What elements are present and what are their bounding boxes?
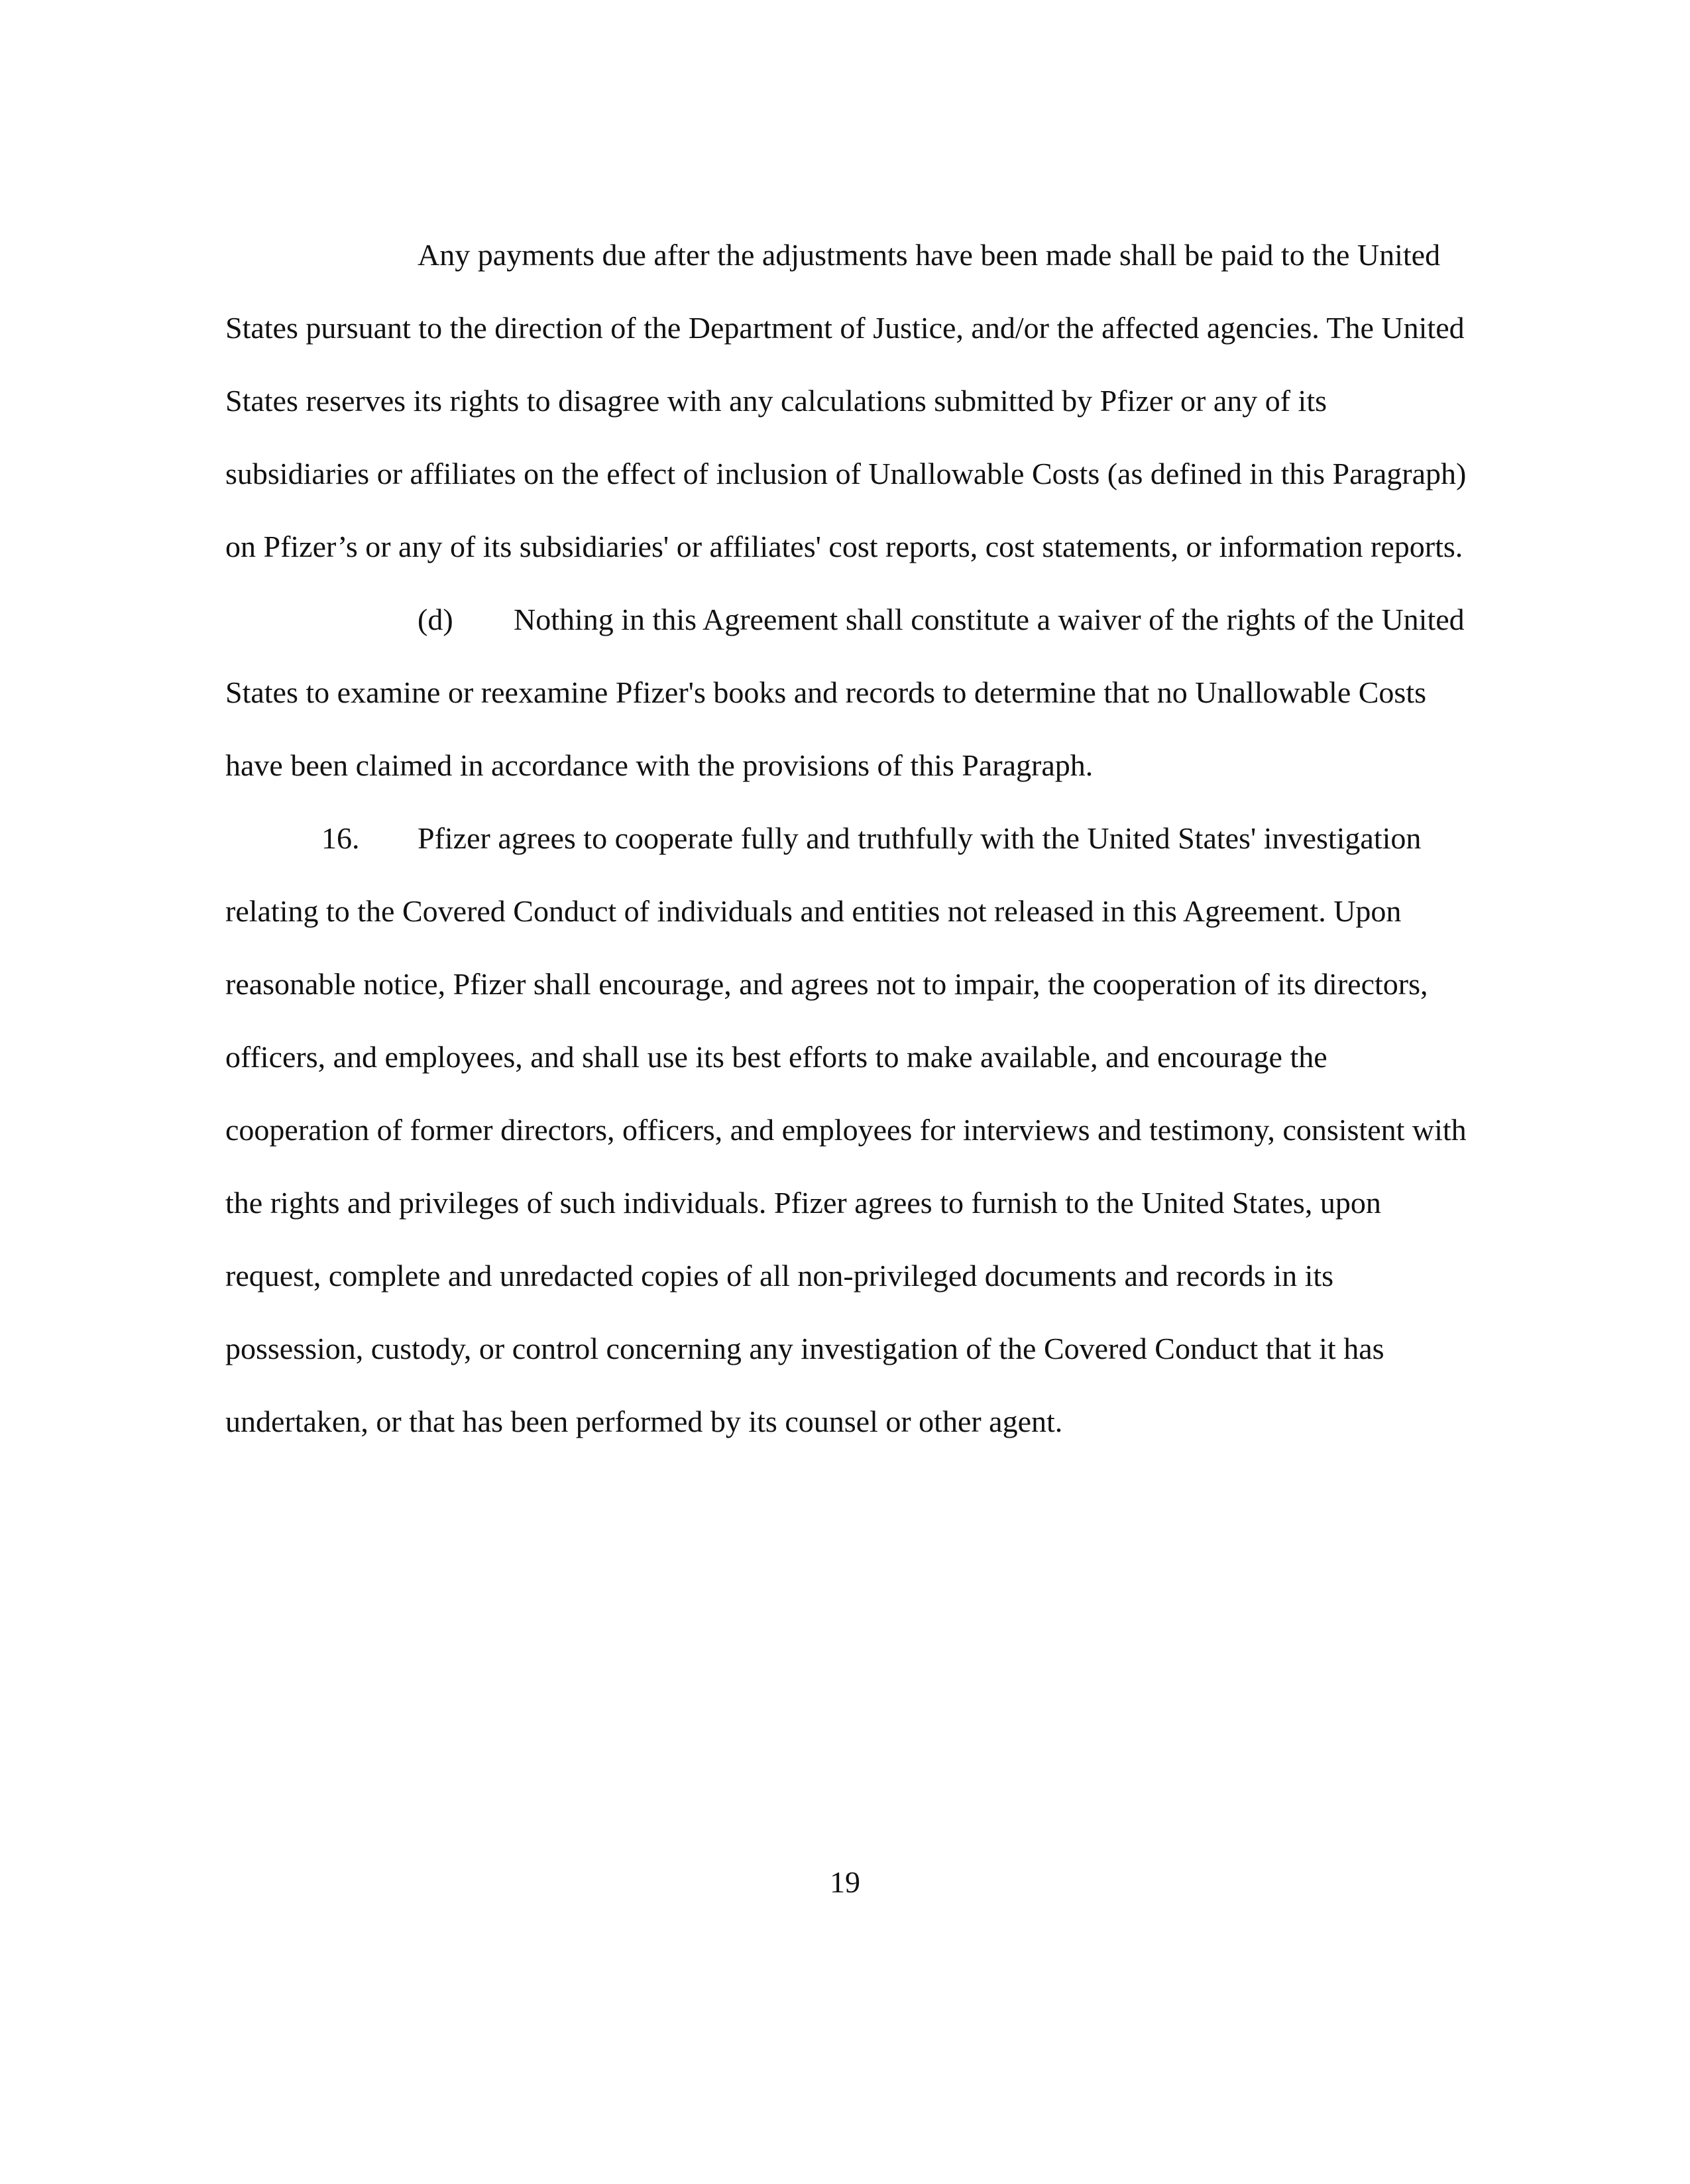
paragraph-16 <box>225 802 1471 1458</box>
paragraph-16-label: 16. <box>321 821 360 855</box>
paragraph-d <box>225 583 1471 802</box>
paragraph-payments-text: Any payments due after the adjustments have been made shall be paid to the United States pursuant to the direction of the Department of Justice, and/or the affected agencies. The United States reserves its rights to disagree with any calculations submitted by Pfizer or any of its subsidiaries or affiliates on the effect of inclusion of Unallowable Costs (as defined in this Paragraph) on Pfizer’s or any of its subsidiaries' or affiliates' cost reports, cost statements, or information reports. <box>225 238 1467 563</box>
paragraph-16-text: Pfizer agrees to cooperate fully and truthfully with the United States' investigation relating to the Covered Conduct of individuals and entities not released in this Agreement. Upon reasonable notice, Pfizer shall encourage, and agrees not to impair, the cooperation of its directors, officers, and employees, and shall use its best efforts to make available, and encourage the cooperation of former directors, officers, and employees for interviews and testimony, consistent with the rights and privileges of such individuals. Pfizer agrees to furnish to the United States, upon request, complete and unredacted copies of all non-privileged documents and records in its possession, custody, or control concerning any investigation of the Covered Conduct that it has undertaken, or that has been performed by its counsel or other agent. <box>225 821 1467 1438</box>
document-body <box>225 219 1471 1458</box>
page-number: 19 <box>830 1865 860 1899</box>
paragraph-payments <box>225 219 1471 583</box>
paragraph-d-text: Nothing in this Agreement shall constitute a waiver of the rights of the United States to examine or reexamine Pfizer's books and records to determine that no Unallowable Costs have been claimed in accordance with the provisions of this Paragraph. <box>225 603 1465 782</box>
paragraph-d-label: (d) <box>418 603 453 636</box>
